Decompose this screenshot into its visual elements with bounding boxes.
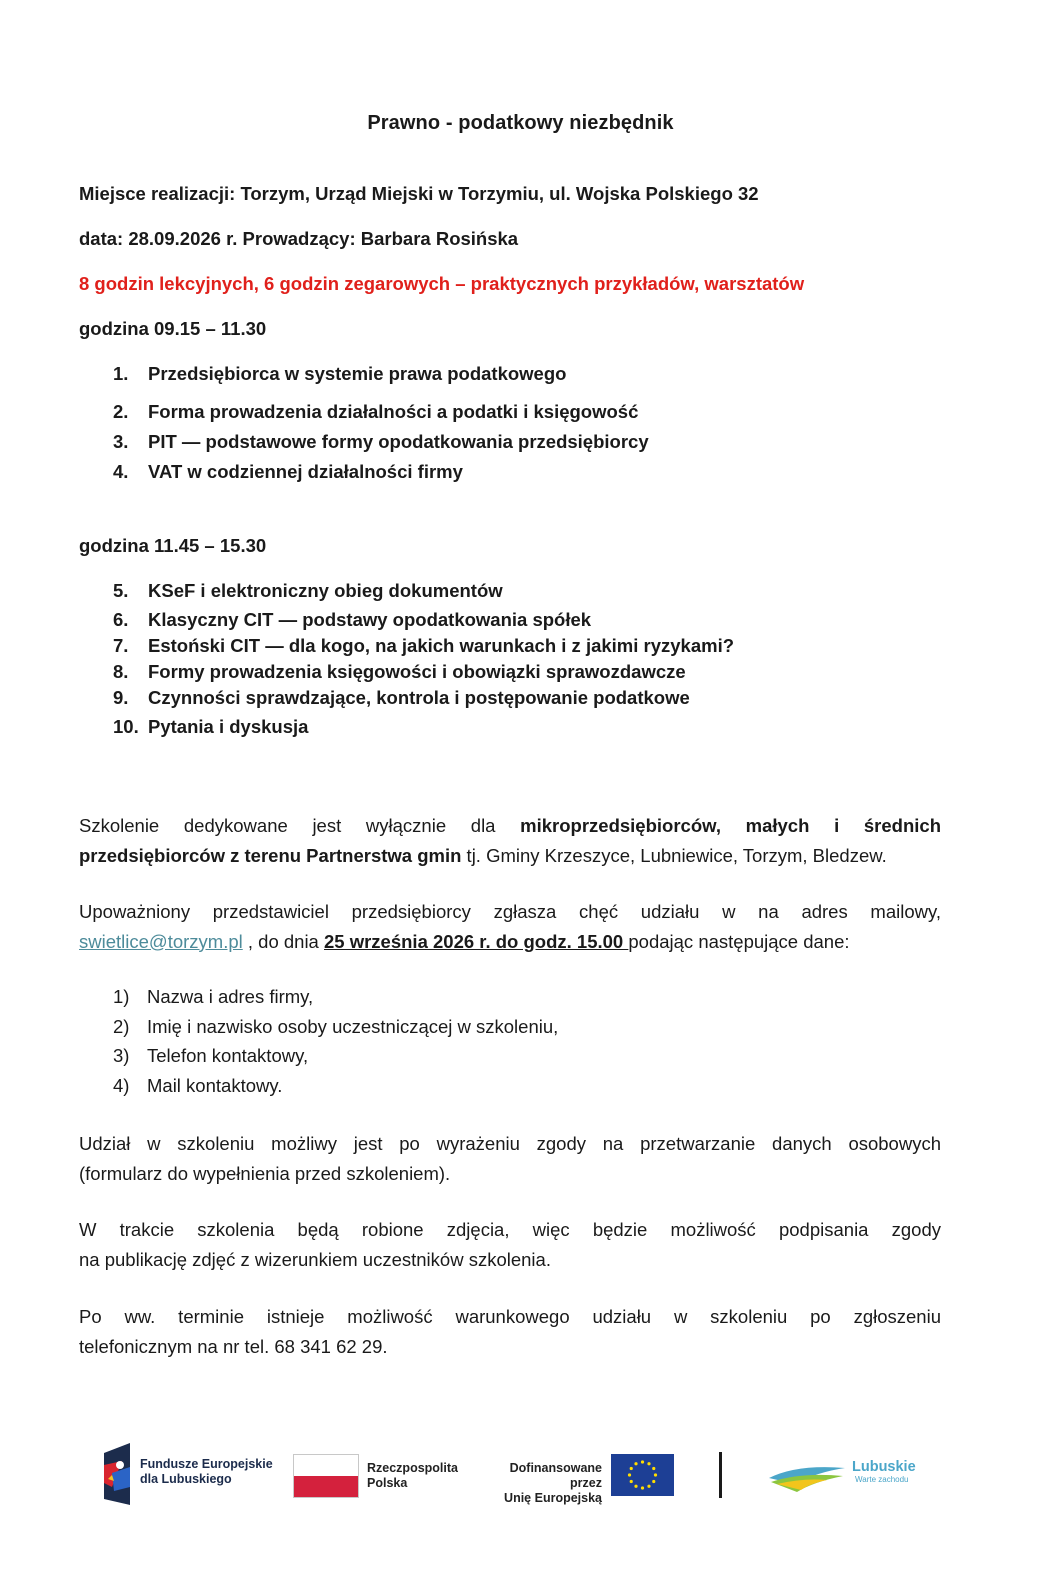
agenda-item (113, 363, 566, 385)
eu-star (652, 1480, 655, 1483)
fe-line2: dla Lubuskiego (140, 1472, 232, 1486)
eu-star (634, 1485, 637, 1488)
eu-line2: Unię Europejską (504, 1491, 602, 1505)
fundusze-europejskie-logo (100, 1443, 136, 1505)
data-list-item (113, 1016, 558, 1038)
eligibility-start: Szkolenie dedykowane jest wyłącznie dla (79, 815, 521, 836)
footer-separator (719, 1452, 722, 1498)
data-list-text: Nazwa i adres firmy, (147, 986, 314, 1007)
photos-line1: W trakcie szkolenia będą robione zdjęcia, więc będzie możliwość podpisania zgody (79, 1219, 941, 1240)
agenda-item-number: 10. (113, 716, 139, 737)
registration-end: podając następujące dane: (628, 930, 850, 952)
lubuskie-logo (767, 1454, 847, 1494)
data-list-text: Mail kontaktowy. (147, 1075, 283, 1096)
eligibility-end: tj. Gminy Krzeszyce, Lubniewice, Torzym, Bledzew. (461, 844, 887, 866)
eu-star (630, 1480, 633, 1483)
eu-flag (611, 1454, 674, 1496)
funding-logos-footer (100, 1440, 940, 1510)
data-list-text: Imię i nazwisko osoby uczestniczącej w szkoleniu, (147, 1016, 559, 1037)
eu-star (630, 1467, 633, 1470)
fe-line1: Fundusze Europejskie (140, 1457, 273, 1471)
eu-star (647, 1462, 650, 1465)
eligibility-paragraph (79, 811, 941, 870)
eu-star (641, 1460, 644, 1463)
polish-flag-red (294, 1476, 358, 1497)
agenda-item-number: 5. (113, 580, 129, 601)
agenda-item (113, 687, 690, 709)
rzeczpospolita-text (367, 1461, 458, 1491)
agenda-item (113, 461, 463, 483)
session2-time: godzina 11.45 – 15.30 (79, 535, 267, 556)
photos-line2: na publikację zdjęć z wizerunkiem uczestników szkolenia. (79, 1248, 551, 1270)
late-registration-line1: Po ww. terminie istnieje możliwość warunkowego udziału w szkoleniu po zgłoszeniu (79, 1306, 941, 1327)
agenda-item-number: 6. (113, 609, 129, 630)
agenda-item (113, 716, 308, 738)
registration-paragraph (79, 897, 941, 956)
data-list-item (113, 1075, 282, 1097)
data-list-number: 4) (113, 1075, 130, 1096)
agenda-item-number: 8. (113, 661, 129, 682)
agenda-item (113, 431, 649, 453)
registration-line2 (79, 927, 941, 957)
agenda-item-text: Pytania i dyskusja (148, 716, 309, 737)
email-link[interactable]: swietlice@torzym.pl (79, 930, 243, 952)
agenda-item (113, 661, 686, 683)
consent-paragraph (79, 1129, 941, 1188)
agenda-item-number: 3. (113, 431, 129, 452)
agenda-item-text: VAT w codziennej działalności firmy (148, 461, 463, 482)
photos-paragraph (79, 1215, 941, 1274)
agenda-item-text: PIT — podstawowe formy opodatkowania przedsiębiorcy (148, 431, 649, 452)
agenda-item-text: KSeF i elektroniczny obieg dokumentów (148, 580, 503, 601)
agenda-item (113, 401, 638, 423)
fundusze-europejskie-text (140, 1457, 273, 1487)
document-title: Prawno - podatkowy niezbędnik (367, 112, 674, 134)
agenda-item-number: 1. (113, 363, 129, 384)
eu-star (634, 1462, 637, 1465)
eu-funding-text (480, 1461, 602, 1506)
consent-line1: Udział w szkoleniu możliwy jest po wyrażeniu zgody na przetwarzanie danych osobowych (79, 1133, 941, 1154)
eligibility-bold1: mikroprzedsiębiorców, małych i średnich (520, 815, 941, 836)
eu-star (628, 1473, 631, 1476)
late-registration-paragraph (79, 1302, 941, 1361)
location-line: Miejsce realizacji: Torzym, Urząd Miejski w Torzymiu, ul. Wojska Polskiego 32 (79, 183, 759, 204)
data-list-text: Telefon kontaktowy, (147, 1045, 309, 1066)
data-list-number: 2) (113, 1016, 130, 1037)
pl-line2: Polska (367, 1476, 408, 1490)
late-registration-line2: telefonicznym na nr tel. 68 341 62 29. (79, 1335, 388, 1357)
agenda-item-number: 4. (113, 461, 129, 482)
agenda-item-text: Czynności sprawdzające, kontrola i postępowanie podatkowe (148, 687, 690, 708)
agenda-item-number: 7. (113, 635, 129, 656)
agenda-item-text: Estoński CIT — dla kogo, na jakich warunkach i z jakimi ryzykami? (148, 635, 735, 656)
lubuskie-tagline: Warte zachodu (855, 1475, 909, 1484)
agenda-item-text: Przedsiębiorca w systemie prawa podatkowego (148, 363, 567, 384)
lubuskie-name: Lubuskie (852, 1459, 916, 1475)
consent-line2: (formularz do wypełnienia przed szkoleniem). (79, 1162, 451, 1184)
hours-note: 8 godzin lekcyjnych, 6 godzin zegarowych – praktycznych przykładów, warsztatów (79, 273, 805, 294)
agenda-item-number: 9. (113, 687, 129, 708)
polish-flag-white (294, 1455, 358, 1476)
eu-star (641, 1486, 644, 1489)
data-list-item (113, 1045, 308, 1067)
eu-line1: Dofinansowane przez (509, 1461, 602, 1490)
pl-line1: Rzeczpospolita (367, 1461, 458, 1475)
registration-line1: Upoważniony przedstawiciel przedsiębiorcy zgłasza chęć udziału w na adres mailowy, (79, 901, 941, 922)
session1-time: godzina 09.15 – 11.30 (79, 318, 267, 339)
date-line: data: 28.09.2026 r. Prowadzący: Barbara Rosińska (79, 228, 519, 249)
eu-star (652, 1467, 655, 1470)
eligibility-line1 (79, 811, 941, 841)
agenda-item-text: Formy prowadzenia księgowości i obowiązki sprawozdawcze (148, 661, 686, 682)
eu-stars-icon (611, 1454, 674, 1496)
agenda-item-text: Forma prowadzenia działalności a podatki i księgowość (148, 401, 639, 422)
data-list-item (113, 986, 313, 1008)
agenda-item (113, 609, 591, 631)
data-list-number: 3) (113, 1045, 130, 1066)
agenda-item (113, 635, 734, 657)
registration-deadline: 25 września 2026 r. do godz. 15.00 (324, 930, 629, 952)
eu-star (647, 1485, 650, 1488)
eligibility-bold2: przedsiębiorców z terenu Partnerstwa gmin (79, 844, 462, 866)
data-list-number: 1) (113, 986, 130, 1007)
registration-mid: , do dnia (242, 930, 324, 952)
agenda-item-text: Klasyczny CIT — podstawy opodatkowania spółek (148, 609, 592, 630)
eu-star (654, 1473, 657, 1476)
eligibility-line2 (79, 841, 941, 871)
agenda-item-number: 2. (113, 401, 129, 422)
polish-flag (293, 1454, 359, 1498)
agenda-item (113, 580, 503, 602)
